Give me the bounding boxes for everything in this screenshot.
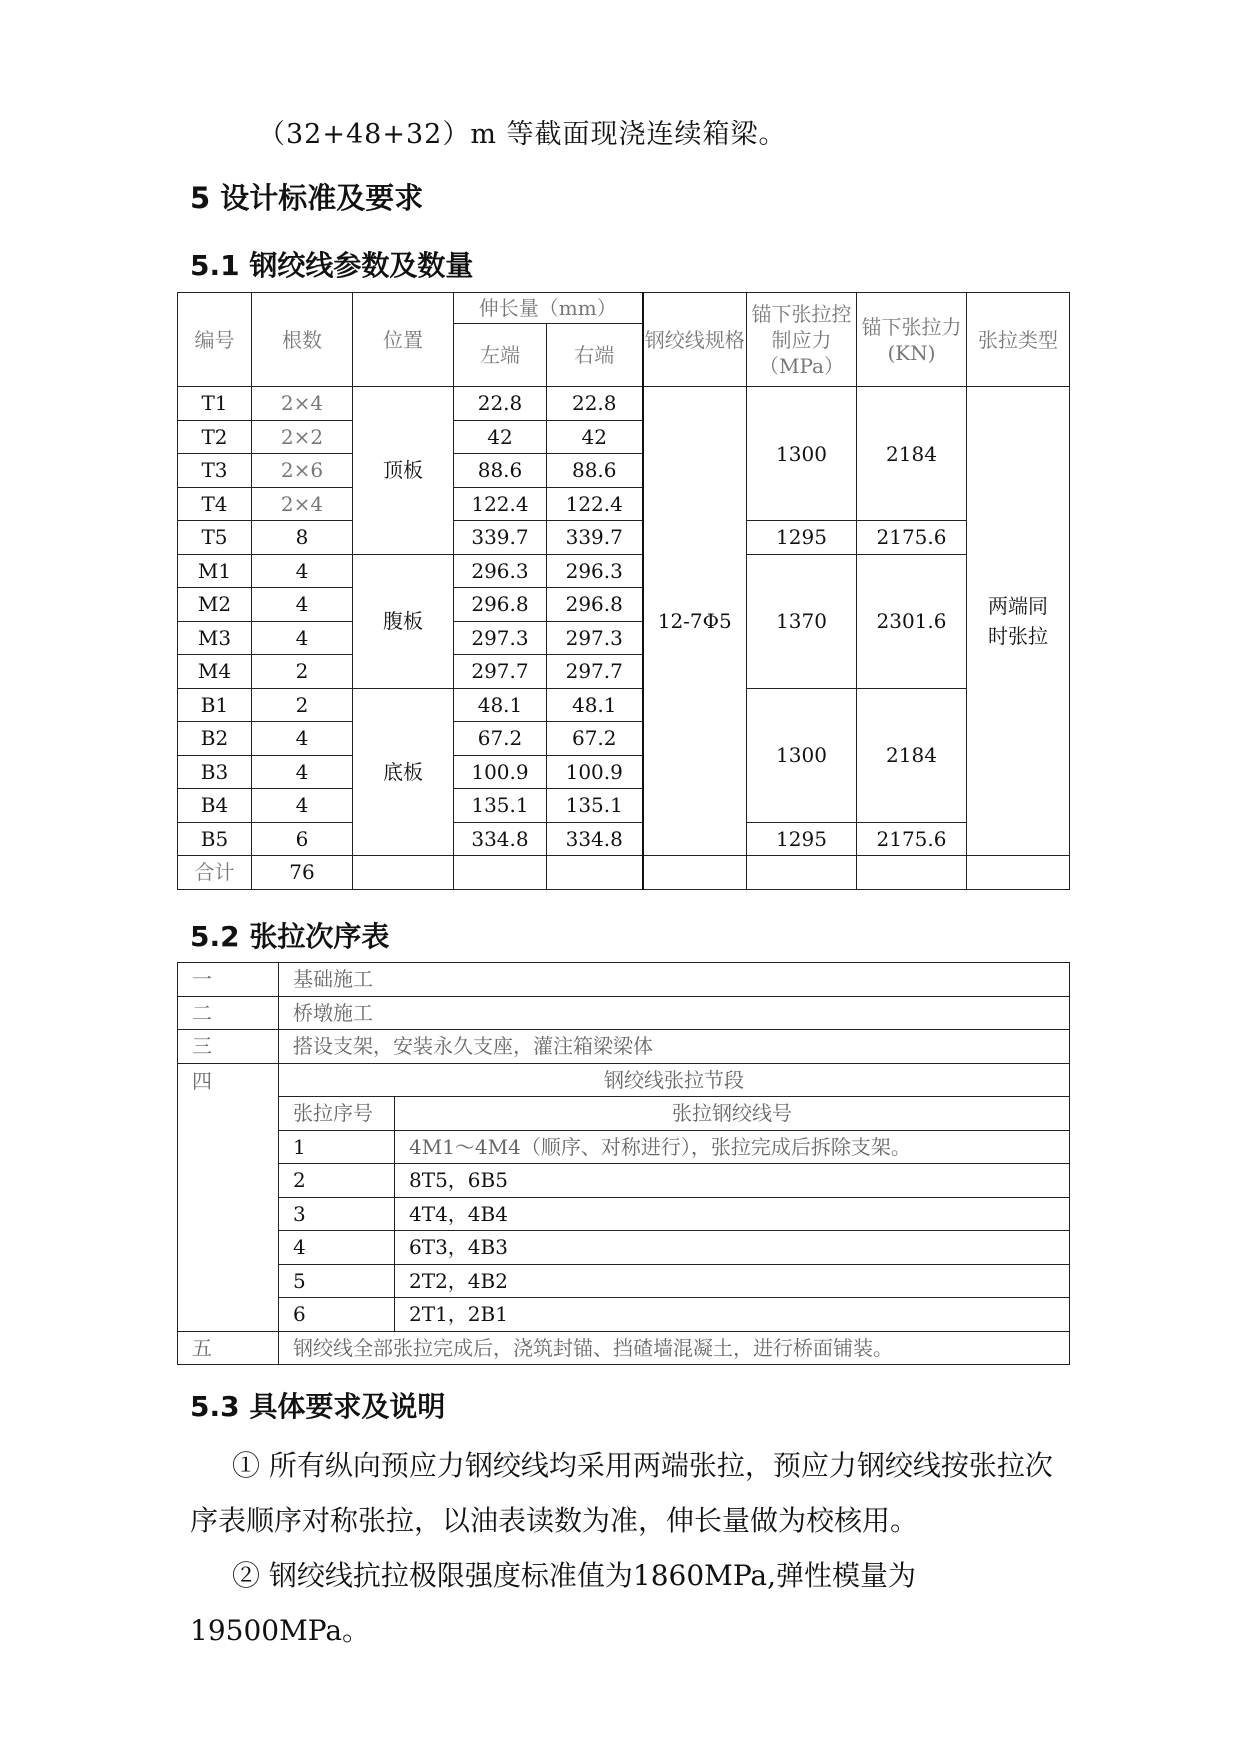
total-row: [178, 856, 1070, 890]
table-row: [178, 1331, 1070, 1365]
cell-type: 两端同时张拉: [967, 387, 1070, 856]
cell-position-top: 顶板: [353, 387, 454, 555]
cell-id: B2: [178, 722, 252, 756]
cell-count: 6: [252, 822, 353, 856]
total-label: 合计: [178, 856, 252, 890]
cell-left: 334.8: [454, 822, 547, 856]
step-no: 五: [178, 1331, 279, 1365]
empty-cell: [547, 856, 643, 890]
step4-title: 钢绞线张拉节段: [279, 1063, 1070, 1097]
seq-no: 1: [279, 1130, 395, 1164]
cell-right: 122.4: [547, 487, 643, 521]
seq-no: 2: [279, 1164, 395, 1198]
cell-left: 88.6: [454, 454, 547, 488]
step-desc: 钢绞线全部张拉完成后，浇筑封锚、挡碴墙混凝土，进行桥面铺装。: [279, 1331, 1070, 1365]
cell-count: 4: [252, 755, 353, 789]
cell-left: 42: [454, 420, 547, 454]
cell-force-b14: 2184: [857, 688, 967, 822]
cell-stress-t14: 1300: [747, 387, 857, 521]
table-row: [178, 963, 1070, 997]
table-row: [178, 996, 1070, 1030]
header-type: 张拉类型: [967, 293, 1070, 387]
cell-count: 4: [252, 554, 353, 588]
cell-id: B5: [178, 822, 252, 856]
cell-id: T1: [178, 387, 252, 421]
header-count: 根数: [252, 293, 353, 387]
cell-right: 297.3: [547, 621, 643, 655]
empty-cell: [967, 856, 1070, 890]
cell-right: 42: [547, 420, 643, 454]
step-no: 三: [178, 1030, 279, 1064]
table-row: [178, 1130, 1070, 1164]
seq-strands: 8T5，6B5: [395, 1164, 1070, 1198]
cell-stress-b5: 1295: [747, 822, 857, 856]
cell-left: 296.8: [454, 588, 547, 622]
table-row: [178, 387, 1070, 421]
seq-no: 6: [279, 1298, 395, 1332]
section-5-title: 5 设计标准及要求: [190, 181, 424, 215]
cell-count: 4: [252, 722, 353, 756]
cell-count: 2×4: [252, 387, 353, 421]
cell-left: 122.4: [454, 487, 547, 521]
header-right: 右端: [547, 324, 643, 387]
empty-cell: [747, 856, 857, 890]
cell-count: 2: [252, 655, 353, 689]
cell-position-web: 腹板: [353, 554, 454, 688]
step-desc: 搭设支架，安装永久支座，灌注箱梁梁体: [279, 1030, 1070, 1064]
empty-cell: [857, 856, 967, 890]
seq-strands: 2T1，2B1: [395, 1298, 1070, 1332]
cell-count: 2×4: [252, 487, 353, 521]
cell-count: 2: [252, 688, 353, 722]
header-spec: 钢绞线规格: [643, 293, 747, 387]
table-row: [178, 521, 1070, 555]
intro-line: （32+48+32）m 等截面现浇连续箱梁。: [258, 119, 787, 150]
table-row: [178, 554, 1070, 588]
empty-cell: [353, 856, 454, 890]
step-desc: 桥墩施工: [279, 996, 1070, 1030]
cell-right: 297.7: [547, 655, 643, 689]
table-row: [178, 822, 1070, 856]
cell-right: 22.8: [547, 387, 643, 421]
empty-cell: [643, 856, 747, 890]
strand-header: 张拉钢绞线号: [395, 1097, 1070, 1131]
header-left: 左端: [454, 324, 547, 387]
cell-id: T5: [178, 521, 252, 555]
table-row: [178, 1063, 1070, 1097]
requirement-1: ① 所有纵向预应力钢绞线均采用两端张拉，预应力钢绞线按张拉次序表顺序对称张拉，以油表读数为准，伸长量做为校核用。: [190, 1449, 1053, 1537]
seq-no: 5: [279, 1264, 395, 1298]
cell-left: 339.7: [454, 521, 547, 555]
requirement-2: ② 钢绞线抗拉极限强度标准值为1860MPa,弹性模量为19500MPa。: [190, 1559, 917, 1647]
step-no: 四: [178, 1063, 279, 1331]
cell-right: 88.6: [547, 454, 643, 488]
cell-stress-m: 1370: [747, 554, 857, 688]
cell-count: 4: [252, 789, 353, 823]
total-count: 76: [252, 856, 353, 890]
cell-left: 297.7: [454, 655, 547, 689]
cell-id: T4: [178, 487, 252, 521]
table-row: [178, 1030, 1070, 1064]
cell-id: B3: [178, 755, 252, 789]
table-row: [178, 688, 1070, 722]
section-5-2-title: 5.2 张拉次序表: [190, 920, 390, 953]
table-row: [178, 1231, 1070, 1265]
header-force: 锚下张拉力(KN): [857, 293, 967, 387]
empty-cell: [454, 856, 547, 890]
section-5-1-title: 5.1 钢绞线参数及数量: [190, 249, 474, 282]
cell-id: M1: [178, 554, 252, 588]
table-row: [178, 1264, 1070, 1298]
cell-stress-t5: 1295: [747, 521, 857, 555]
header-position: 位置: [353, 293, 454, 387]
cell-left: 297.3: [454, 621, 547, 655]
cell-spec: 12-7Φ5: [643, 387, 747, 856]
cell-force-m: 2301.6: [857, 554, 967, 688]
cell-right: 296.8: [547, 588, 643, 622]
cell-count: 8: [252, 521, 353, 555]
header-elongation: 伸长量（mm）: [454, 293, 643, 324]
tension-sequence-table: [177, 962, 1070, 1365]
cell-force-b5: 2175.6: [857, 822, 967, 856]
cell-left: 48.1: [454, 688, 547, 722]
cell-count: 4: [252, 588, 353, 622]
cell-left: 22.8: [454, 387, 547, 421]
cell-left: 135.1: [454, 789, 547, 823]
seq-strands: 4T4，4B4: [395, 1197, 1070, 1231]
cell-id: M4: [178, 655, 252, 689]
step-desc: 基础施工: [279, 963, 1070, 997]
cell-left: 100.9: [454, 755, 547, 789]
seq-strands: 4M1～4M4（顺序、对称进行），张拉完成后拆除支架。: [395, 1130, 1070, 1164]
step-no: 一: [178, 963, 279, 997]
header-stress: 锚下张拉控制应力（MPa）: [747, 293, 857, 387]
cell-right: 339.7: [547, 521, 643, 555]
cell-left: 296.3: [454, 554, 547, 588]
table-row: [178, 1097, 1070, 1131]
cell-right: 135.1: [547, 789, 643, 823]
step-no: 二: [178, 996, 279, 1030]
seq-header: 张拉序号: [279, 1097, 395, 1131]
cell-count: 4: [252, 621, 353, 655]
table-row: [178, 1164, 1070, 1198]
cell-count: 2×6: [252, 454, 353, 488]
seq-no: 4: [279, 1231, 395, 1265]
seq-no: 3: [279, 1197, 395, 1231]
cell-right: 67.2: [547, 722, 643, 756]
cell-force-t14: 2184: [857, 387, 967, 521]
cell-count: 2×2: [252, 420, 353, 454]
cell-force-t5: 2175.6: [857, 521, 967, 555]
cell-id: B1: [178, 688, 252, 722]
cell-id: T2: [178, 420, 252, 454]
cell-right: 100.9: [547, 755, 643, 789]
table-row: [178, 1197, 1070, 1231]
cell-stress-b14: 1300: [747, 688, 857, 822]
cell-left: 67.2: [454, 722, 547, 756]
cell-right: 296.3: [547, 554, 643, 588]
cell-right: 334.8: [547, 822, 643, 856]
cell-id: M2: [178, 588, 252, 622]
strand-parameters-table: [177, 292, 1070, 890]
cell-position-bottom: 底板: [353, 688, 454, 856]
cell-id: M3: [178, 621, 252, 655]
cell-id: B4: [178, 789, 252, 823]
table-row: [178, 1298, 1070, 1332]
section-5-3-title: 5.3 具体要求及说明: [190, 1390, 446, 1423]
cell-id: T3: [178, 454, 252, 488]
seq-strands: 6T3，4B3: [395, 1231, 1070, 1265]
seq-strands: 2T2，4B2: [395, 1264, 1070, 1298]
header-id: 编号: [178, 293, 252, 387]
cell-right: 48.1: [547, 688, 643, 722]
